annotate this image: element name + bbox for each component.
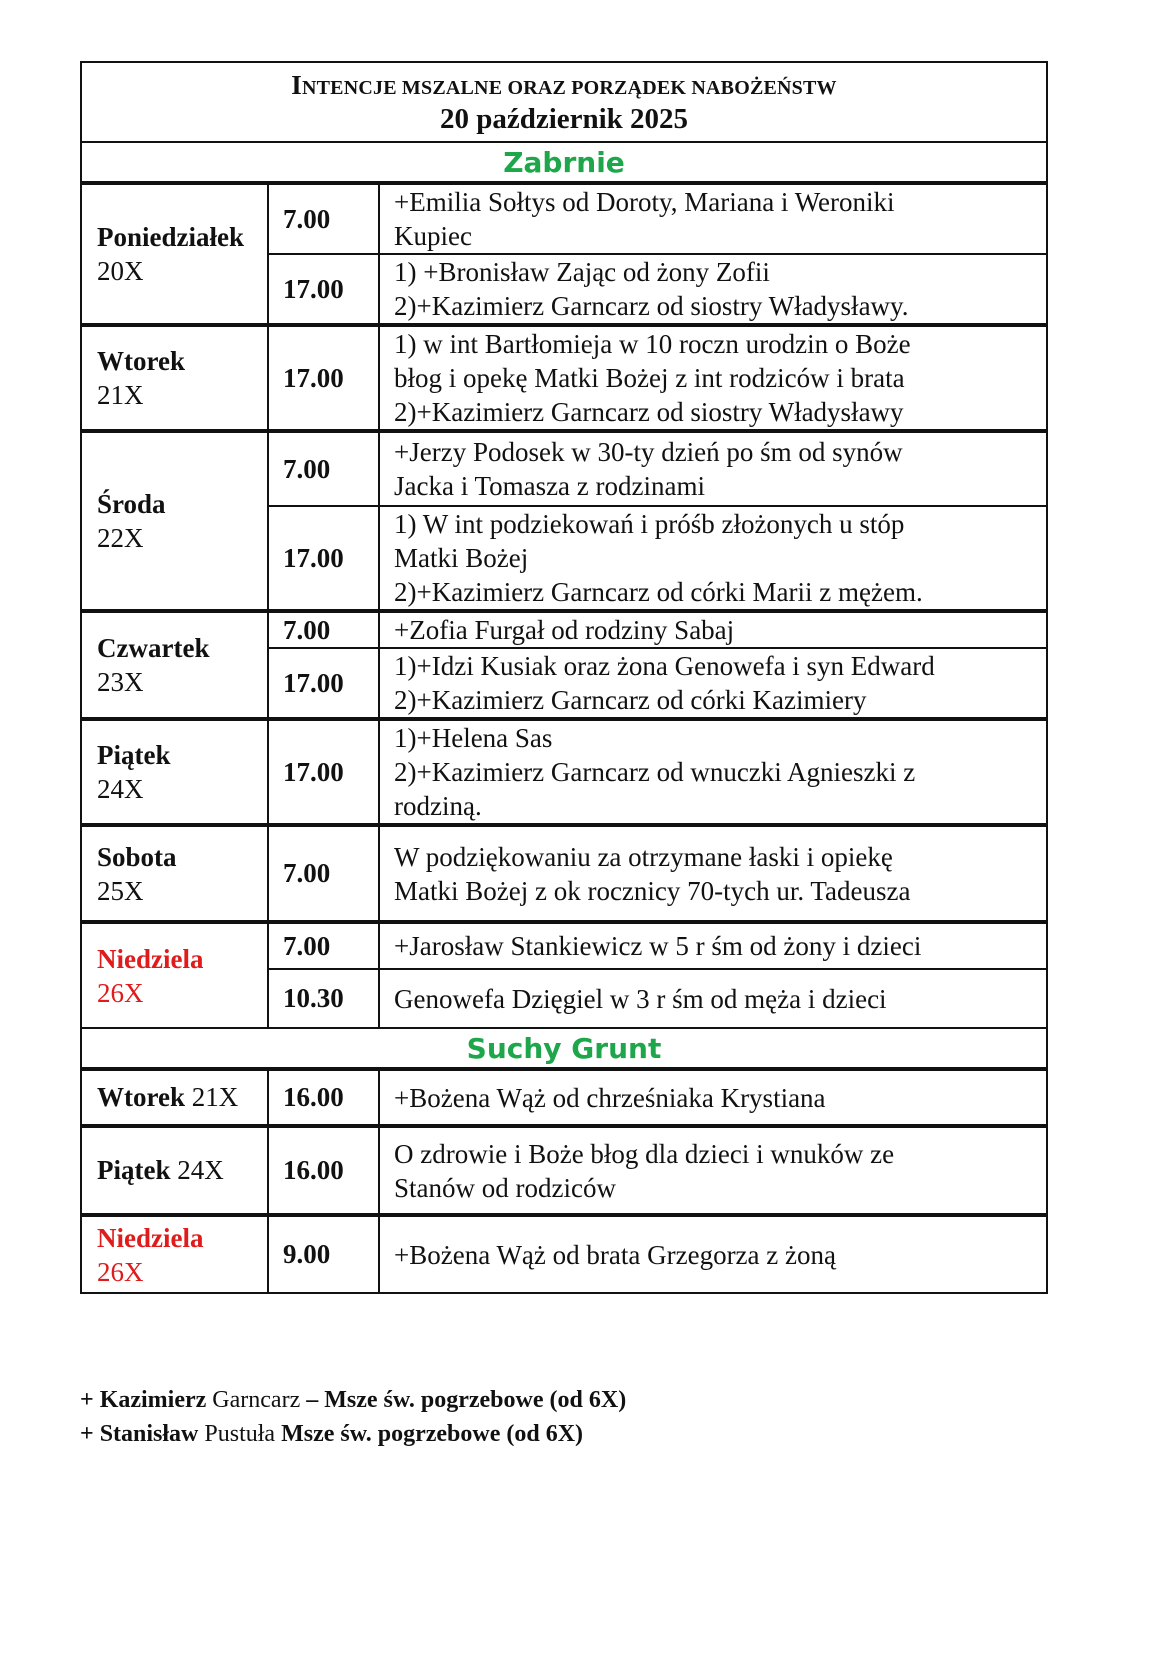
intention-line: +Zofia Furgał od rodziny Sabaj: [394, 615, 735, 645]
intention-line: 1)+Idzi Kusiak oraz żona Genowefa i syn Edward: [394, 651, 935, 681]
mass-time: 17.00: [268, 648, 379, 719]
note-line: + Stanisław Pustuła Msze św. pogrzebowe (od 6X): [80, 1421, 584, 1447]
day-name: Środa: [97, 489, 166, 519]
mass-intention: [379, 969, 1047, 1028]
mass-time: 17.00: [268, 325, 379, 431]
mass-time: 7.00: [268, 825, 379, 922]
day-date: 24X: [177, 1155, 224, 1185]
section-row: [81, 1028, 1047, 1069]
intention-line: rodziną.: [394, 791, 482, 821]
mass-row: [81, 325, 1047, 431]
day-cell: [81, 431, 268, 611]
mass-row: [81, 431, 1047, 506]
day-date: 22X: [97, 523, 144, 553]
title-date: 20 październik 2025: [439, 103, 689, 135]
mass-intention: [379, 611, 1047, 648]
intention-line: Matki Bożej z ok rocznicy 70-tych ur. Tadeusza: [394, 875, 911, 906]
day-date: 20X: [97, 256, 144, 286]
day-date: 26X: [97, 1256, 144, 1287]
mass-time: 10.30: [268, 969, 379, 1028]
mass-time: 16.00: [268, 1126, 379, 1215]
intention-line: 2)+Kazimierz Garncarz od córki Kazimiery: [394, 685, 867, 715]
mass-row: [81, 1126, 1047, 1215]
intention-line: Jacka i Tomasza z rodzinami: [394, 471, 705, 501]
mass-intention: [379, 254, 1047, 325]
funeral-notes: [80, 1383, 626, 1451]
intention-line: 2)+Kazimierz Garncarz od siostry Władysławy: [394, 397, 904, 427]
intention-line: Genowefa Dzięgiel w 3 r śm od męża i dzieci: [394, 983, 887, 1014]
title-line: INTENCJE MSZALNE ORAZ PORZĄDEK NABOŻEŃSTW: [291, 70, 837, 100]
mass-time: 7.00: [268, 183, 379, 254]
intention-line: 2)+Kazimierz Garncarz od siostry Władysławy.: [394, 291, 909, 321]
mass-intention: [379, 325, 1047, 431]
day-cell: [81, 611, 268, 719]
mass-time: 17.00: [268, 254, 379, 325]
intention-line: Stanów od rodziców: [394, 1172, 616, 1203]
intention-line: +Jerzy Podosek w 30-ty dzień po śm od synów: [394, 437, 903, 467]
mass-intention: [379, 922, 1047, 969]
day-cell: [81, 1126, 268, 1215]
day-date: 25X: [97, 875, 144, 906]
mass-row: [81, 1069, 1047, 1126]
intention-line: +Bożena Wąż od chrześniaka Krystiana: [394, 1082, 826, 1113]
day-name: Wtorek: [97, 1082, 185, 1112]
mass-intention: [379, 1215, 1047, 1293]
mass-time: 17.00: [268, 719, 379, 825]
mass-intention: [379, 1069, 1047, 1126]
day-name: Wtorek: [97, 346, 185, 376]
intention-line: 1) W int podziekowań i próśb złożonych u stóp: [394, 509, 905, 539]
mass-intention: [379, 431, 1047, 506]
intention-line: +Bożena Wąż od brata Grzegorza z żoną: [394, 1239, 836, 1270]
intention-line: 1) w int Bartłomieja w 10 roczn urodzin o Boże: [394, 329, 911, 359]
note-line: + Kazimierz Garncarz – Msze św. pogrzebowe (od 6X): [80, 1387, 627, 1413]
intention-line: 1)+Helena Sas: [394, 723, 553, 753]
mass-row: [81, 1215, 1047, 1293]
mass-time: 7.00: [268, 922, 379, 969]
day-name: Czwartek: [97, 633, 210, 663]
intention-line: +Jarosław Stankiewicz w 5 r śm od żony i dzieci: [394, 931, 922, 961]
day-name: Niedziela: [97, 943, 204, 974]
mass-intention: [379, 183, 1047, 254]
mass-row: [81, 719, 1047, 825]
mass-row: [81, 183, 1047, 254]
section-title: Zabrnie: [81, 142, 1047, 183]
mass-intention: [379, 1126, 1047, 1215]
day-name: Niedziela: [97, 1222, 204, 1253]
mass-time: 17.00: [268, 506, 379, 611]
mass-time: 7.00: [268, 431, 379, 506]
day-cell: [81, 183, 268, 325]
mass-time: 9.00: [268, 1215, 379, 1293]
document-title: [81, 62, 1047, 142]
day-name: Piątek: [97, 1155, 171, 1185]
day-date: 21X: [191, 1082, 239, 1112]
mass-time: 16.00: [268, 1069, 379, 1126]
day-date: 26X: [97, 977, 144, 1008]
day-cell: [81, 1069, 268, 1126]
day-cell: [81, 1215, 268, 1293]
mass-intention: [379, 825, 1047, 922]
day-date: 24X: [97, 774, 144, 804]
day-name: Poniedziałek: [97, 222, 244, 252]
intention-line: O zdrowie i Boże błog dla dzieci i wnuków ze: [394, 1138, 895, 1169]
mass-row: [81, 922, 1047, 969]
intention-line: +Emilia Sołtys od Doroty, Mariana i Weroniki: [394, 187, 895, 217]
intention-line: 2)+Kazimierz Garncarz od wnuczki Agnieszki z: [394, 757, 916, 787]
day-date: 23X: [97, 667, 144, 697]
day-cell: [81, 325, 268, 431]
intention-line: 1) +Bronisław Zając od żony Zofii: [394, 257, 770, 287]
day-name: Piątek: [97, 740, 171, 770]
mass-intention: [379, 506, 1047, 611]
section-row: [81, 142, 1047, 183]
intention-line: Kupiec: [394, 221, 472, 251]
day-name: Sobota: [97, 841, 177, 872]
mass-row: [81, 611, 1047, 648]
mass-intention: [379, 719, 1047, 825]
intention-line: Matki Bożej: [394, 543, 529, 573]
intention-line: 2)+Kazimierz Garncarz od córki Marii z mężem.: [394, 577, 923, 607]
day-date: 21X: [97, 380, 144, 410]
section-title: Suchy Grunt: [81, 1028, 1047, 1069]
day-cell: [81, 719, 268, 825]
day-cell: [81, 922, 268, 1028]
mass-intention: [379, 648, 1047, 719]
mass-row: [81, 825, 1047, 922]
intention-line: W podziękowaniu za otrzymane łaski i opiekę: [394, 841, 893, 872]
day-cell: [81, 825, 268, 922]
mass-time: 7.00: [268, 611, 379, 648]
schedule-table: [80, 61, 1048, 1294]
intention-line: błog i opekę Matki Bożej z int rodziców i brata: [394, 363, 905, 393]
